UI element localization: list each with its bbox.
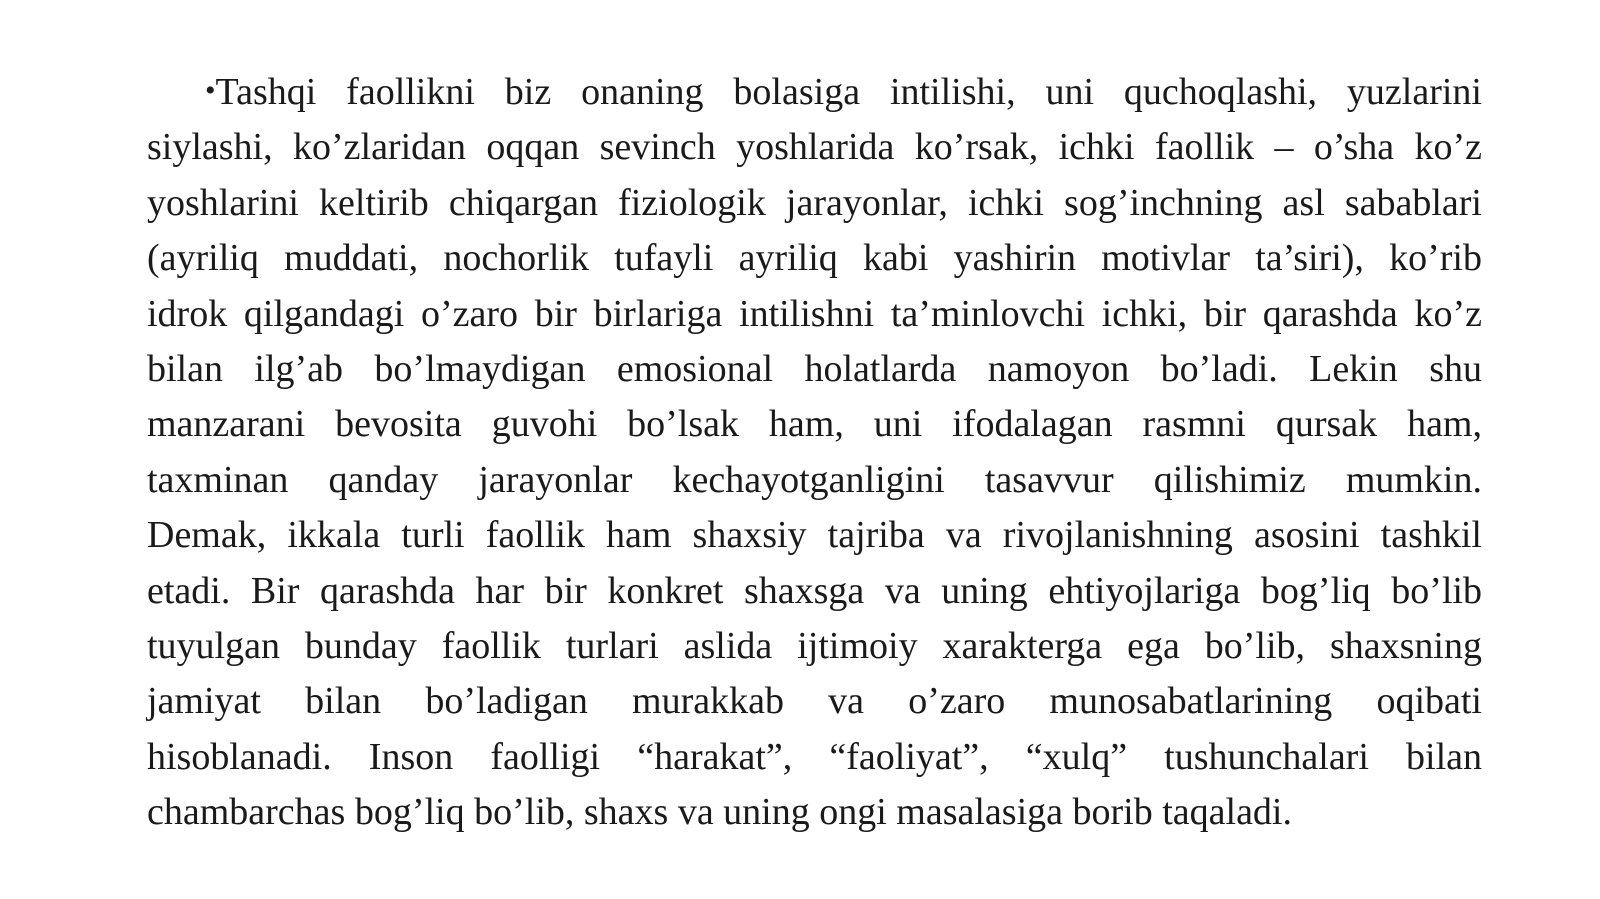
text-line-content: Tashqi faollikni biz onaning bolasiga intilishi, uni quchoqlashi, yuzlarini bbox=[215, 71, 1482, 113]
text-line: chambarchas bog’liq bo’lib, shaxs va uning ongi masalasiga borib taqaladi. bbox=[147, 791, 1292, 834]
text-line: yoshlarini keltirib chiqargan fiziologik jarayonlar, ichki sog’inchning asl sabablari bbox=[147, 181, 1482, 224]
text-line: etadi. Bir qarashda har bir konkret shaxsga va uning ehtiyojlariga bog’liq bo’lib bbox=[147, 569, 1482, 612]
text-line: hisoblanadi. Inson faolligi “harakat”, “faoliyat”, “xulq” tushunchalari bilan bbox=[147, 735, 1482, 778]
text-line: jamiyat bilan bo’ladigan murakkab va o’zaro munosabatlarining oqibati bbox=[147, 680, 1482, 723]
text-line: taxminan qanday jarayonlar kechayotganligini tasavvur qilishimiz mumkin. bbox=[147, 458, 1482, 501]
paragraph bbox=[147, 63, 1482, 841]
text-line: siylashi, ko’zlaridan oqqan sevinch yoshlarida ko’rsak, ichki faollik – o’sha ko’z bbox=[147, 126, 1482, 169]
text-line: (ayriliq muddati, nochorlik tufayli ayriliq kabi yashirin motivlar ta’siri), ko’rib bbox=[147, 237, 1482, 280]
text-line: bilan ilg’ab bo’lmaydigan emosional holatlarda namoyon bo’ladi. Lekin shu bbox=[147, 348, 1482, 391]
bullet-icon: • bbox=[205, 74, 216, 107]
text-line: idrok qilgandagi o’zaro bir birlariga intilishni ta’minlovchi ichki, bir qarashda ko’z bbox=[147, 292, 1482, 335]
text-line: Demak, ikkala turli faollik ham shaxsiy tajriba va rivojlanishning asosini tashkil bbox=[147, 514, 1482, 557]
text-line: manzarani bevosita guvohi bo’lsak ham, uni ifodalagan rasmni qursak ham, bbox=[147, 403, 1482, 446]
text-line: tuyulgan bunday faollik turlari aslida ijtimoiy xarakterga ega bo’lib, shaxsning bbox=[147, 625, 1482, 668]
text-line bbox=[147, 63, 1482, 120]
